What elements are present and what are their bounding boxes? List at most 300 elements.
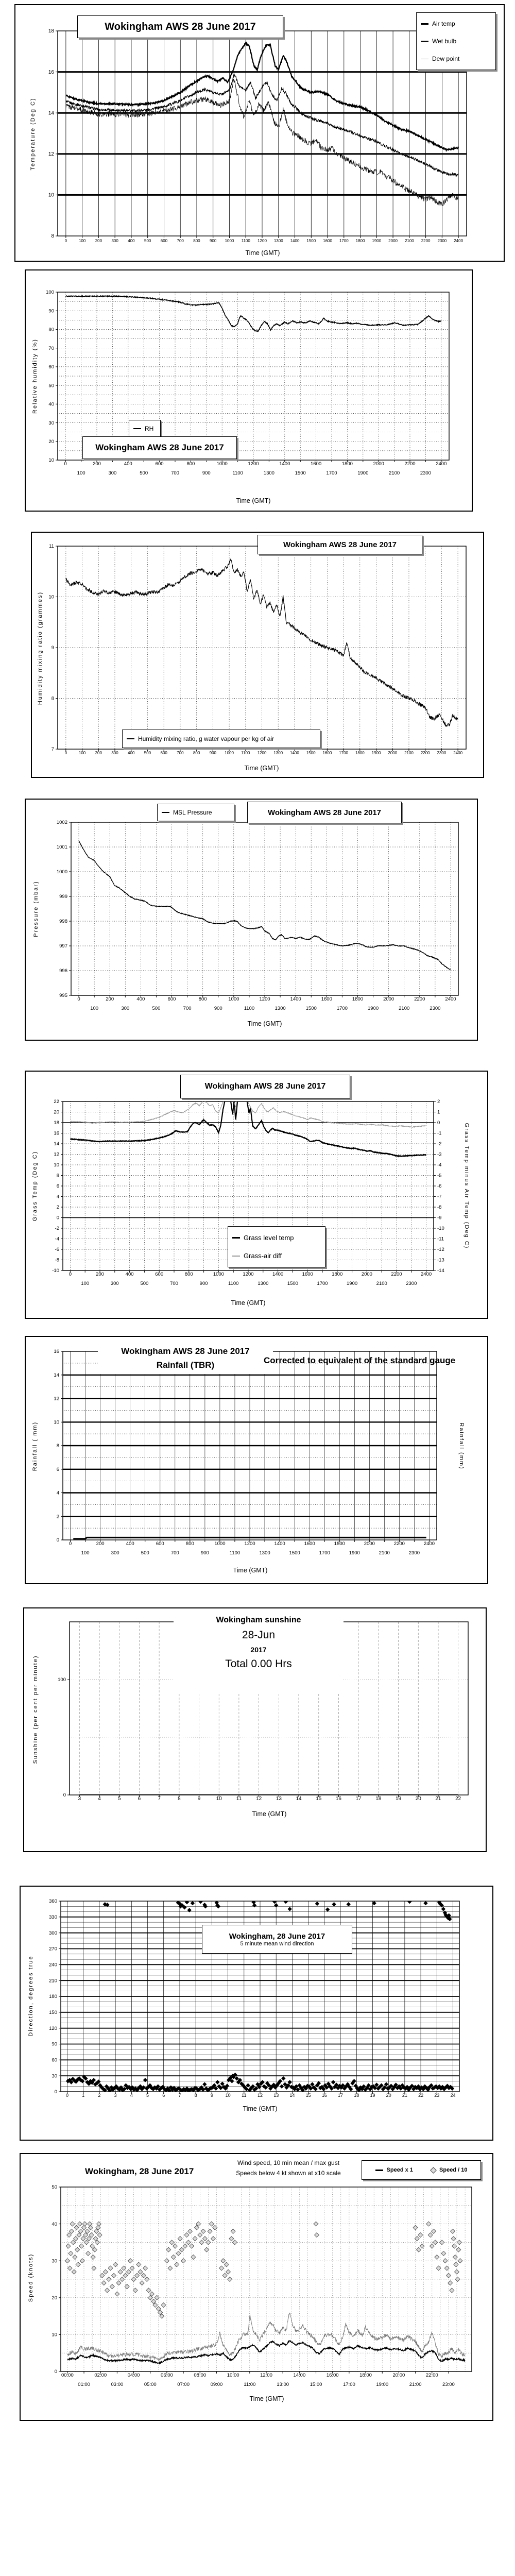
chart-panel-pressure: [25, 799, 478, 1041]
legend-label: MSL Pressure: [173, 809, 212, 816]
svg-text:900: 900: [210, 239, 217, 243]
svg-text:1800: 1800: [355, 751, 365, 755]
svg-text:2200: 2200: [420, 751, 430, 755]
svg-text:1000: 1000: [56, 869, 67, 875]
svg-text:100: 100: [81, 1550, 90, 1556]
svg-text:1100: 1100: [228, 1281, 239, 1286]
legend-label: Speed x 1: [386, 2167, 413, 2173]
svg-text:-9: -9: [437, 1215, 442, 1221]
wet-bulb-line-symbol: [421, 41, 428, 42]
svg-text:03:00: 03:00: [111, 2382, 124, 2387]
legend-label: Dew point: [432, 55, 460, 62]
svg-text:800: 800: [185, 1541, 194, 1547]
svg-text:13: 13: [276, 1796, 282, 1802]
svg-text:1800: 1800: [352, 996, 364, 1002]
svg-text:100: 100: [78, 239, 86, 243]
svg-text:2100: 2100: [399, 1006, 410, 1011]
svg-text:1900: 1900: [372, 239, 382, 243]
chart-title: Wokingham AWS 28 June 2017: [121, 1346, 250, 1356]
svg-text:-10: -10: [437, 1226, 444, 1232]
svg-text:2100: 2100: [376, 1281, 387, 1286]
svg-text:800: 800: [186, 461, 195, 467]
svg-text:18: 18: [54, 1120, 59, 1126]
svg-text:100: 100: [81, 1281, 90, 1286]
svg-text:1900: 1900: [371, 751, 381, 755]
svg-text:1500: 1500: [289, 1550, 300, 1556]
svg-text:300: 300: [49, 1930, 57, 1936]
svg-text:2000: 2000: [364, 1541, 375, 1547]
svg-text:200: 200: [93, 461, 101, 467]
svg-text:1300: 1300: [263, 470, 274, 476]
svg-text:11: 11: [242, 2093, 247, 2098]
chart-panel-sunshine: [23, 1607, 487, 1852]
svg-text:1600: 1600: [302, 1272, 313, 1277]
svg-text:-11: -11: [437, 1236, 444, 1242]
svg-text:800: 800: [198, 996, 207, 1002]
grass-air-diff-line-symbol: [232, 1256, 240, 1257]
svg-text:12: 12: [48, 151, 54, 157]
svg-text:11: 11: [236, 1796, 242, 1802]
svg-text:1200: 1200: [244, 1541, 255, 1547]
svg-text:20: 20: [54, 1109, 59, 1115]
svg-text:1800: 1800: [334, 1541, 345, 1547]
svg-text:-4: -4: [55, 1236, 59, 1242]
rh-line-symbol: [133, 428, 141, 429]
mixing-ratio-legend: [122, 730, 320, 748]
svg-text:700: 700: [170, 1281, 178, 1286]
svg-text:2400: 2400: [445, 996, 456, 1002]
svg-text:22:00: 22:00: [425, 2372, 438, 2378]
svg-text:2100: 2100: [404, 239, 414, 243]
svg-text:-3: -3: [437, 1151, 442, 1158]
svg-text:1300: 1300: [273, 239, 283, 243]
svg-text:1600: 1600: [323, 239, 332, 243]
svg-text:10: 10: [48, 594, 54, 600]
svg-text:21: 21: [435, 1796, 441, 1802]
svg-text:1600: 1600: [322, 751, 332, 755]
svg-text:1002: 1002: [56, 820, 67, 826]
chart-panel-humidity: [25, 269, 473, 512]
svg-text:-2: -2: [437, 1141, 442, 1147]
svg-text:300: 300: [111, 751, 118, 755]
svg-text:2200: 2200: [414, 996, 425, 1002]
svg-text:10: 10: [48, 457, 54, 464]
svg-text:1600: 1600: [311, 461, 322, 467]
svg-text:1700: 1700: [336, 1006, 348, 1011]
svg-text:400: 400: [136, 996, 145, 1002]
svg-text:40: 40: [52, 2221, 57, 2227]
svg-text:2100: 2100: [379, 1550, 390, 1556]
svg-text:2000: 2000: [383, 996, 394, 1002]
svg-text:19: 19: [370, 2093, 375, 2098]
svg-text:02:00: 02:00: [94, 2372, 107, 2378]
sunshine-total: Total 0.00 Hrs: [225, 1658, 292, 1670]
svg-text:30: 30: [52, 2073, 57, 2079]
chart-subtitle: Rainfall (TBR): [156, 1360, 215, 1370]
svg-text:10: 10: [54, 1162, 59, 1168]
wind-speed-chart-canvas: [21, 2154, 494, 2422]
svg-text:2000: 2000: [361, 1272, 372, 1277]
svg-text:90: 90: [48, 308, 54, 314]
svg-text:100: 100: [77, 470, 85, 476]
svg-text:18:00: 18:00: [359, 2372, 372, 2378]
svg-text:6: 6: [162, 2093, 165, 2098]
svg-text:1600: 1600: [304, 1541, 315, 1547]
pressure-chart-canvas: [26, 800, 479, 1042]
svg-text:06:00: 06:00: [161, 2372, 173, 2378]
svg-text:800: 800: [193, 751, 200, 755]
svg-text:1000: 1000: [225, 239, 234, 243]
speed-div10-diamond-symbol: [430, 2167, 437, 2174]
svg-text:5: 5: [146, 2093, 149, 2098]
svg-text:6: 6: [56, 1183, 59, 1190]
svg-text:330: 330: [49, 1914, 57, 1920]
svg-text:4: 4: [130, 2093, 133, 2098]
svg-text:2100: 2100: [389, 470, 400, 476]
mixing-ratio-title-box: [258, 535, 422, 554]
svg-text:0: 0: [56, 1215, 59, 1221]
svg-text:500: 500: [144, 751, 151, 755]
svg-text:70: 70: [48, 345, 54, 351]
legend-label: Wet bulb: [432, 38, 457, 45]
svg-text:600: 600: [155, 461, 164, 467]
svg-text:00:00: 00:00: [61, 2372, 74, 2378]
svg-text:1400: 1400: [274, 1541, 285, 1547]
svg-text:100: 100: [90, 1006, 99, 1011]
svg-text:1500: 1500: [306, 751, 316, 755]
svg-text:17: 17: [338, 2093, 344, 2098]
svg-text:900: 900: [199, 1281, 208, 1286]
svg-text:15:00: 15:00: [310, 2382, 322, 2387]
svg-text:1000: 1000: [213, 1272, 224, 1277]
svg-text:20: 20: [386, 2093, 391, 2098]
svg-text:21: 21: [402, 2093, 407, 2098]
svg-text:04:00: 04:00: [127, 2372, 140, 2378]
svg-text:12: 12: [257, 2093, 263, 2098]
svg-text:-6: -6: [437, 1183, 442, 1190]
svg-text:2000: 2000: [373, 461, 384, 467]
svg-text:13: 13: [273, 2093, 279, 2098]
legend-item-speed-div10: [431, 2167, 467, 2173]
svg-text:900: 900: [200, 1550, 209, 1556]
svg-text:400: 400: [124, 461, 132, 467]
svg-text:600: 600: [160, 239, 168, 243]
svg-text:2400: 2400: [423, 1541, 435, 1547]
temperature-title-box: [77, 15, 283, 38]
svg-text:2: 2: [98, 2093, 101, 2098]
svg-text:12: 12: [54, 1151, 59, 1158]
svg-text:2400: 2400: [453, 751, 463, 755]
svg-text:12: 12: [54, 1396, 59, 1402]
svg-text:2300: 2300: [406, 1281, 417, 1286]
rainfall-x-axis-label: Time (GMT): [233, 1567, 268, 1574]
svg-text:300: 300: [121, 1006, 130, 1011]
svg-text:1500: 1500: [305, 1006, 317, 1011]
svg-text:18: 18: [375, 1796, 382, 1802]
wind-direction-x-axis-label: Time (GMT): [243, 2105, 278, 2112]
svg-text:999: 999: [59, 894, 67, 900]
svg-text:1: 1: [437, 1109, 440, 1115]
svg-text:300: 300: [110, 1281, 119, 1286]
svg-text:360: 360: [49, 1899, 57, 1905]
svg-text:2200: 2200: [393, 1541, 405, 1547]
svg-text:-8: -8: [55, 1257, 59, 1263]
svg-text:1000: 1000: [228, 996, 239, 1002]
svg-text:2: 2: [56, 1205, 59, 1211]
grass-temp-chart-canvas: [26, 1072, 489, 1320]
svg-text:4: 4: [56, 1194, 59, 1200]
chart-panel-mixing-ratio: [31, 532, 484, 778]
svg-text:2400: 2400: [436, 461, 447, 467]
svg-text:11:00: 11:00: [244, 2382, 256, 2387]
svg-text:16:00: 16:00: [326, 2372, 339, 2378]
svg-text:1400: 1400: [290, 239, 300, 243]
legend-label: Speed / 10: [439, 2167, 468, 2173]
svg-text:1700: 1700: [317, 1281, 328, 1286]
svg-text:500: 500: [144, 239, 151, 243]
legend-item-wet-bulb: [421, 38, 491, 45]
grass-level-line-symbol: [232, 1237, 240, 1239]
svg-text:400: 400: [125, 1272, 134, 1277]
svg-text:0: 0: [54, 2369, 57, 2375]
svg-text:200: 200: [106, 996, 114, 1002]
svg-text:22: 22: [455, 1796, 461, 1802]
svg-text:997: 997: [59, 943, 67, 950]
svg-text:1700: 1700: [319, 1550, 330, 1556]
sunshine-x-axis-label: Time (GMT): [252, 1810, 287, 1818]
svg-text:09:00: 09:00: [210, 2382, 223, 2387]
svg-text:-7: -7: [437, 1194, 442, 1200]
svg-text:2200: 2200: [421, 239, 431, 243]
svg-text:1100: 1100: [244, 1006, 255, 1011]
svg-text:16: 16: [54, 1349, 59, 1355]
svg-text:30: 30: [52, 2258, 57, 2264]
svg-text:9: 9: [197, 1796, 201, 1802]
svg-text:900: 900: [202, 470, 211, 476]
svg-text:24: 24: [450, 2093, 456, 2098]
svg-text:100: 100: [78, 751, 86, 755]
svg-text:12:00: 12:00: [260, 2372, 272, 2378]
msl-pressure-line-symbol: [162, 812, 169, 813]
svg-text:600: 600: [155, 1272, 164, 1277]
grass-temp-title-box: [180, 1075, 350, 1098]
svg-text:10: 10: [54, 1419, 59, 1426]
sunshine-y-axis-label: Sunshine (per cent per minute): [32, 1655, 39, 1764]
humidity-chart-canvas: [26, 270, 474, 513]
svg-text:800: 800: [193, 239, 200, 243]
svg-text:50: 50: [52, 2184, 57, 2191]
svg-text:14:00: 14:00: [293, 2372, 306, 2378]
svg-text:998: 998: [59, 919, 67, 925]
svg-text:-12: -12: [437, 1247, 444, 1253]
svg-text:11: 11: [49, 544, 54, 550]
mixing-ratio-y-axis-label: Humidity mixing ratio (grammes): [37, 591, 43, 705]
svg-text:05:00: 05:00: [144, 2382, 157, 2387]
grass-temp-y-axis-label: Grass Temp (Deg C): [32, 1150, 38, 1222]
svg-text:2: 2: [56, 1514, 59, 1520]
svg-text:400: 400: [126, 1541, 134, 1547]
svg-text:1: 1: [82, 2093, 85, 2098]
svg-text:60: 60: [48, 364, 54, 370]
svg-text:600: 600: [160, 751, 167, 755]
pressure-y-axis-label: Pressure (mbar): [33, 880, 39, 937]
rainfall-title-block: [98, 1342, 273, 1374]
svg-text:0: 0: [437, 1120, 440, 1126]
svg-text:15: 15: [305, 2093, 311, 2098]
svg-text:1800: 1800: [355, 239, 365, 243]
svg-text:18: 18: [48, 28, 54, 35]
svg-text:-13: -13: [437, 1257, 444, 1263]
svg-text:996: 996: [59, 968, 67, 974]
svg-text:2400: 2400: [421, 1272, 432, 1277]
wind-speed-x-axis-label: Time (GMT): [249, 2395, 284, 2402]
svg-text:6: 6: [56, 1466, 59, 1472]
rainfall-correction-note: Corrected to equivalent of the standard gauge: [264, 1355, 456, 1365]
sunshine-date: 28-Jun: [242, 1629, 276, 1641]
svg-text:8: 8: [178, 1796, 181, 1802]
svg-text:50: 50: [48, 383, 54, 389]
svg-text:0: 0: [63, 1792, 66, 1799]
wind-direction-title-box: [202, 1925, 352, 1954]
svg-text:1000: 1000: [225, 751, 234, 755]
svg-text:1700: 1700: [339, 751, 348, 755]
wind-direction-y-axis-label: Direction, degrees true: [28, 1955, 34, 2037]
chart-title: Wokingham, 28 June 2017: [229, 1931, 325, 1941]
svg-text:700: 700: [171, 470, 179, 476]
svg-text:300: 300: [108, 470, 117, 476]
svg-text:8: 8: [56, 1173, 59, 1179]
svg-text:2000: 2000: [388, 751, 398, 755]
legend-label: Grass level temp: [244, 1234, 294, 1242]
svg-text:1500: 1500: [306, 239, 316, 243]
pressure-legend: [157, 804, 234, 821]
svg-text:200: 200: [96, 1272, 104, 1277]
svg-text:19:00: 19:00: [376, 2382, 389, 2387]
svg-text:1900: 1900: [349, 1550, 360, 1556]
svg-text:1000: 1000: [214, 1541, 226, 1547]
svg-text:1900: 1900: [357, 470, 369, 476]
chart-title: Wokingham AWS 28 June 2017: [105, 21, 256, 32]
svg-text:500: 500: [141, 1550, 149, 1556]
svg-text:20: 20: [48, 439, 54, 445]
svg-text:14: 14: [296, 1796, 302, 1802]
svg-text:10: 10: [48, 192, 54, 198]
svg-text:1500: 1500: [287, 1281, 298, 1286]
svg-text:1400: 1400: [290, 751, 299, 755]
svg-text:210: 210: [49, 1978, 57, 1984]
svg-text:60: 60: [52, 2057, 57, 2063]
svg-text:2300: 2300: [430, 1006, 441, 1011]
svg-text:1100: 1100: [241, 751, 250, 755]
svg-text:1700: 1700: [339, 239, 349, 243]
svg-text:2100: 2100: [404, 751, 414, 755]
svg-text:700: 700: [183, 1006, 192, 1011]
legend-item-grass-level: [232, 1234, 321, 1242]
svg-text:14: 14: [54, 1141, 59, 1147]
svg-text:9: 9: [51, 645, 54, 651]
humidity-title-box: [82, 436, 237, 459]
svg-text:1100: 1100: [241, 239, 250, 243]
svg-text:0: 0: [64, 239, 67, 243]
svg-text:300: 300: [111, 239, 118, 243]
svg-text:30: 30: [48, 420, 54, 426]
svg-text:1400: 1400: [290, 996, 301, 1002]
svg-text:07:00: 07:00: [177, 2382, 190, 2387]
chart-title: Wokingham AWS 28 June 2017: [204, 1082, 326, 1091]
svg-text:18: 18: [354, 2093, 359, 2098]
humidity-y-axis-label: Relative humidity (%): [32, 338, 38, 414]
svg-text:23: 23: [434, 2093, 440, 2098]
chart-panel-temperature: [14, 4, 505, 262]
svg-text:-10: -10: [52, 1268, 59, 1274]
wind-speed-note-2: Speeds below 4 kt shown at x10 scale: [236, 2170, 341, 2177]
svg-text:270: 270: [49, 1946, 57, 1952]
svg-text:1300: 1300: [273, 751, 283, 755]
grass-temp-legend: [228, 1226, 325, 1267]
svg-text:2300: 2300: [420, 470, 431, 476]
svg-text:17:00: 17:00: [342, 2382, 355, 2387]
svg-text:0: 0: [56, 1537, 59, 1544]
svg-text:14: 14: [54, 1372, 59, 1378]
temperature-x-axis-label: Time (GMT): [245, 249, 280, 257]
svg-text:1300: 1300: [274, 1006, 286, 1011]
svg-text:3: 3: [78, 1796, 81, 1802]
humidity-legend: [129, 420, 161, 437]
svg-text:1000: 1000: [216, 461, 228, 467]
svg-text:600: 600: [167, 996, 176, 1002]
rainfall-chart-canvas: [26, 1337, 489, 1585]
svg-text:2300: 2300: [437, 751, 447, 755]
svg-text:2200: 2200: [404, 461, 416, 467]
svg-text:1700: 1700: [326, 470, 337, 476]
svg-text:8: 8: [51, 696, 54, 702]
svg-text:5: 5: [117, 1796, 121, 1802]
mixing-ratio-line-symbol: [127, 738, 134, 739]
legend-item-mixing-ratio: [127, 735, 316, 742]
svg-text:16: 16: [54, 1130, 59, 1137]
svg-text:240: 240: [49, 1962, 57, 1968]
legend-label: Grass-air diff: [244, 1252, 282, 1260]
svg-text:0: 0: [65, 2093, 68, 2098]
svg-text:1200: 1200: [243, 1272, 254, 1277]
wind-speed-title: Wokingham, 28 June 2017: [85, 2166, 194, 2176]
svg-text:1100: 1100: [232, 470, 243, 476]
svg-text:200: 200: [95, 751, 102, 755]
svg-text:10:00: 10:00: [227, 2372, 239, 2378]
svg-text:1400: 1400: [272, 1272, 284, 1277]
svg-text:19: 19: [395, 1796, 402, 1802]
svg-text:16: 16: [321, 2093, 327, 2098]
svg-text:8: 8: [56, 1443, 59, 1449]
svg-text:40: 40: [48, 401, 54, 408]
svg-text:9: 9: [210, 2093, 213, 2098]
svg-text:20:00: 20:00: [392, 2372, 405, 2378]
svg-text:12: 12: [256, 1796, 262, 1802]
svg-text:6: 6: [138, 1796, 141, 1802]
svg-text:22: 22: [418, 2093, 424, 2098]
svg-text:-4: -4: [437, 1162, 442, 1168]
chart-title: Wokingham AWS 28 June 2017: [95, 443, 224, 452]
grass-temp-right-y-axis-label: Grass Temp minus Air Temp (Deg C): [464, 1123, 470, 1249]
svg-text:-1: -1: [437, 1130, 442, 1137]
air-temp-line-symbol: [421, 23, 428, 25]
pressure-x-axis-label: Time (GMT): [247, 1020, 282, 1027]
svg-text:7: 7: [51, 747, 54, 753]
speed-x1-line-symbol: [375, 2170, 383, 2171]
svg-text:10: 10: [216, 1796, 222, 1802]
svg-text:1200: 1200: [259, 996, 270, 1002]
legend-label: RH: [145, 425, 154, 432]
